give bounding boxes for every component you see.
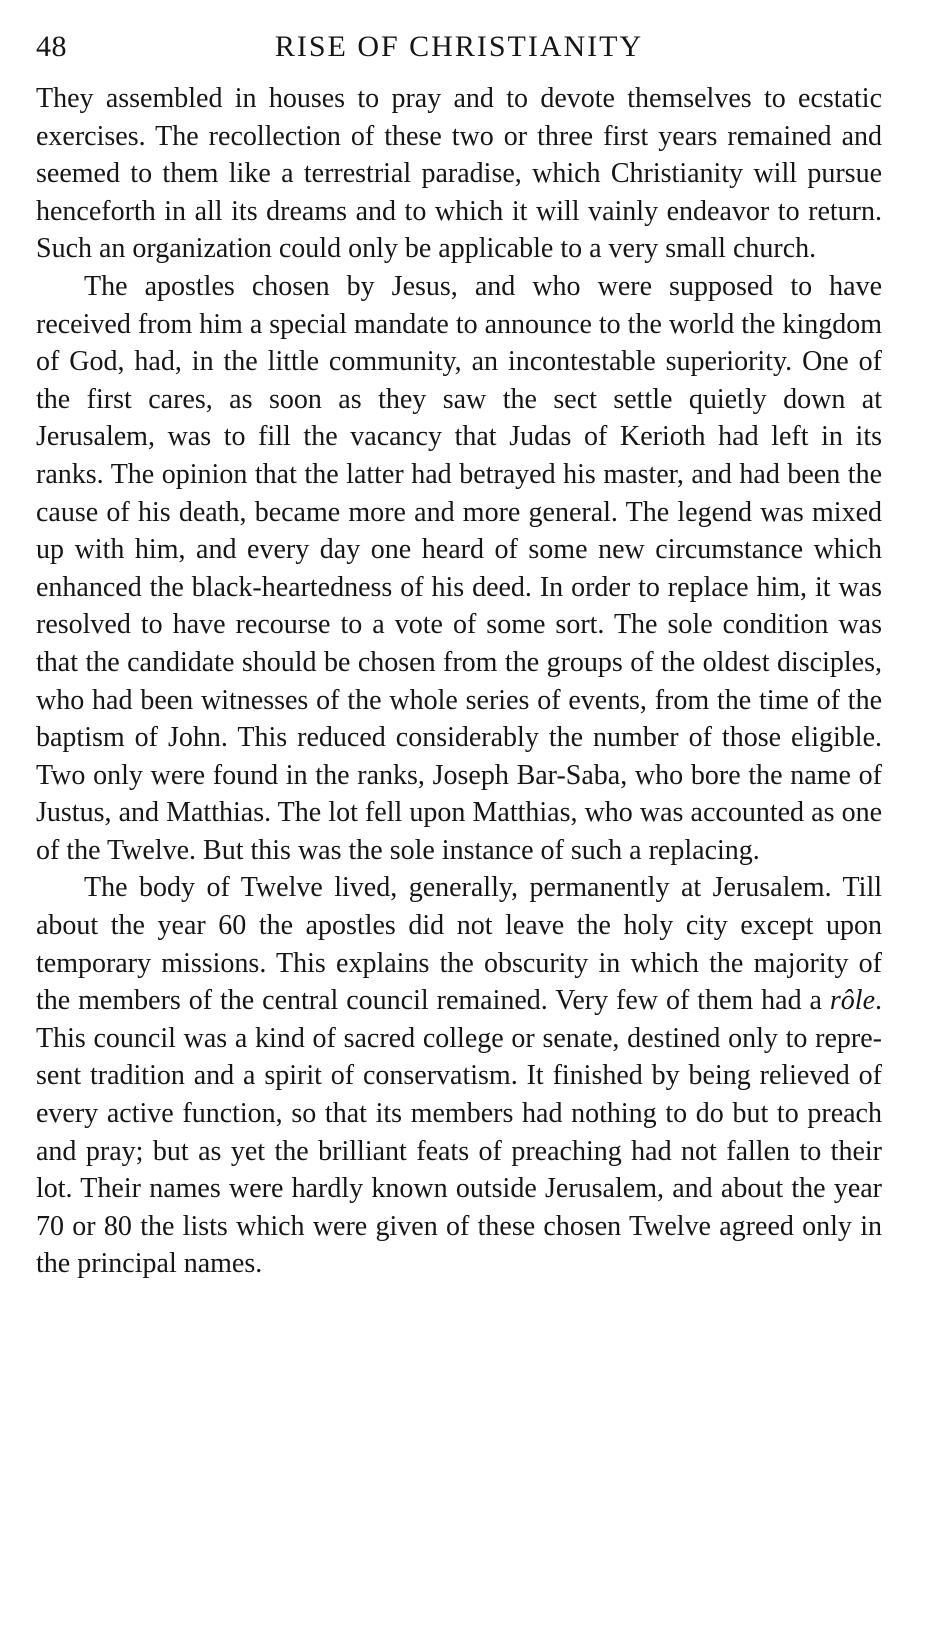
running-title: RISE OF CHRISTIANITY <box>274 30 644 63</box>
paragraph-2 <box>36 268 882 870</box>
paragraph-3-text-end: . This council was a kind of sacred college or senate, destined only to represent tradition and a spirit of conservatism. It finished by being relieved of every active function, so that its members had nothing to do but to preach and pray; but as yet the brilliant feats of preaching had not fallen to their lot. Their names were hardly known outside Jerusalem, and about the year 70 or 80 the lists which were given of these chosen Twelve agreed only in the principal names. <box>36 985 882 1280</box>
page-number: 48 <box>36 30 67 63</box>
paragraph-3-text-start: The body of Twelve lived, generally, permanently at Jerusalem. Till about the year 60 the apostles did not leave the holy city except upon temporary missions. This explains the obscurity in which the majority of the members of the central council remained. Very few of them had a <box>36 872 882 1017</box>
paragraph-1-text: They assembled in houses to pray and to devote themselves to ecstatic exercises. The recollection of these two or three first years remained and seemed to them like a terrestrial paradise, which Christianity will pursue henceforth in all its dreams and to which it will vainly endeavor to return. Such an organization could only be applicable to a very small church. <box>36 83 882 265</box>
page-header <box>36 24 882 72</box>
paragraph-2-text: The apostles chosen by Jesus, and who were supposed to have received from him a special mandate to announce to the world the kingdom of God, had, in the little community, an incontestable superiority. One of the first cares, as soon as they saw the sect settle quietly down at Jerusalem, was to fill the vacancy that Judas of Kerioth had left in its ranks. The opinion that the latter had betrayed his master, and had been the cause of his death, became more and more general. The legend was mixed up with him, and every day one heard of some new circumstance which enhanced the black-heartedness of his deed. In order to replace him, it was resolved to have recourse to a vote of some sort. The sole condition was that the candidate should be chosen from the groups of the oldest disciples, who had been witnesses of the whole series of events, from the time of the baptism of John. This reduced considerably the number of those eligible. Two only were found in the ranks, Joseph Bar-Saba, who bore the name of Justus, and Matthias. The lot fell upon Matthias, who was accounted as one of the Twelve. But this was the sole instance of such a replacing. <box>36 270 882 866</box>
body-text <box>36 80 882 1283</box>
book-page <box>36 24 882 1283</box>
paragraph-3-italic-word: rôle <box>829 985 875 1017</box>
paragraph-3 <box>36 869 882 1283</box>
paragraph-1 <box>36 80 882 268</box>
